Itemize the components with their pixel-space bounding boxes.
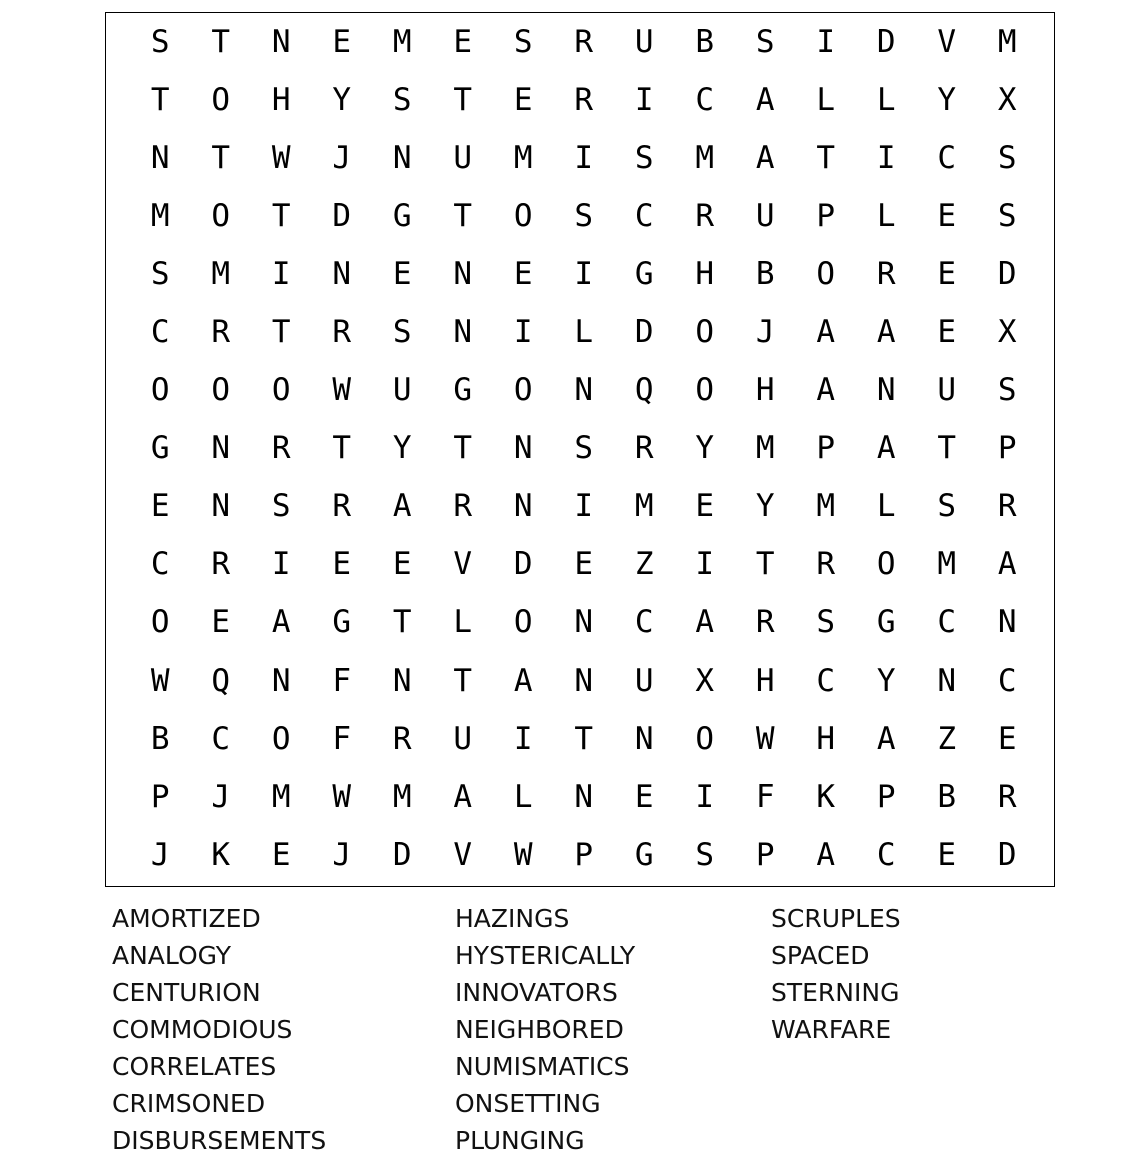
word-list-item: HYSTERICALLY [455, 941, 636, 970]
grid-cell[interactable]: G [453, 372, 473, 409]
grid-cell[interactable]: R [876, 255, 896, 292]
grid-cell[interactable]: C [816, 662, 836, 699]
grid-cell[interactable]: E [937, 836, 957, 873]
word-list-item: DISBURSEMENTS [112, 1126, 327, 1155]
grid-cell[interactable]: V [937, 23, 957, 60]
grid-cell[interactable]: R [392, 720, 412, 757]
grid-cell[interactable]: O [695, 372, 715, 409]
grid-cell[interactable]: V [453, 836, 473, 873]
grid-cell[interactable]: I [271, 546, 291, 583]
grid-cell[interactable]: A [876, 720, 896, 757]
grid-cell[interactable]: W [271, 139, 291, 176]
grid-cell[interactable]: D [332, 197, 352, 234]
grid-cell[interactable]: T [453, 197, 473, 234]
grid-cell[interactable]: J [211, 778, 231, 815]
grid-cell[interactable]: D [997, 836, 1017, 873]
grid-cell[interactable]: Y [695, 430, 715, 467]
grid-cell[interactable]: L [876, 488, 896, 525]
grid-cell[interactable]: R [453, 488, 473, 525]
grid-cell[interactable]: P [150, 778, 170, 815]
grid-cell[interactable]: N [211, 488, 231, 525]
grid-cell[interactable]: L [513, 778, 533, 815]
grid-cell[interactable]: H [271, 81, 291, 118]
grid-cell[interactable]: S [392, 81, 412, 118]
grid-cell[interactable]: N [513, 488, 533, 525]
grid-cell[interactable]: H [755, 372, 775, 409]
grid-cell[interactable]: N [513, 430, 533, 467]
grid-cell[interactable]: A [816, 836, 836, 873]
grid-cell[interactable]: B [150, 720, 170, 757]
grid-cell[interactable]: R [211, 314, 231, 351]
grid-cell[interactable]: R [332, 314, 352, 351]
grid-cell[interactable]: C [150, 546, 170, 583]
grid-cell[interactable]: Z [937, 720, 957, 757]
grid-cell[interactable]: H [695, 255, 715, 292]
grid-cell[interactable]: E [997, 720, 1017, 757]
grid-cell[interactable]: S [271, 488, 291, 525]
grid-cell[interactable]: D [876, 23, 896, 60]
grid-cell[interactable]: C [997, 662, 1017, 699]
word-list-item: PLUNGING [455, 1126, 585, 1155]
grid-cell[interactable]: S [755, 23, 775, 60]
grid-cell[interactable]: E [211, 604, 231, 641]
grid-cell[interactable]: T [271, 314, 291, 351]
grid-cell[interactable]: T [453, 662, 473, 699]
grid-cell[interactable]: E [332, 23, 352, 60]
grid-cell[interactable]: M [937, 546, 957, 583]
grid-cell[interactable]: S [392, 314, 412, 351]
grid-cell[interactable]: E [150, 488, 170, 525]
grid-cell[interactable]: A [816, 372, 836, 409]
grid-cell[interactable]: S [937, 488, 957, 525]
grid-cell[interactable]: I [695, 546, 715, 583]
grid-cell[interactable]: Y [876, 662, 896, 699]
grid-cell[interactable]: P [816, 197, 836, 234]
word-list-item: SPACED [771, 941, 870, 970]
grid-cell[interactable]: I [695, 778, 715, 815]
grid-cell[interactable]: E [574, 546, 594, 583]
grid-cell[interactable]: G [332, 604, 352, 641]
grid-cell[interactable]: Y [937, 81, 957, 118]
grid-cell[interactable]: M [392, 23, 412, 60]
grid-cell[interactable]: S [695, 836, 715, 873]
grid-cell[interactable]: O [695, 314, 715, 351]
grid-cell[interactable]: N [937, 662, 957, 699]
grid-cell[interactable]: U [634, 23, 654, 60]
grid-cell[interactable]: R [211, 546, 231, 583]
grid-cell[interactable]: B [937, 778, 957, 815]
grid-cell[interactable]: A [755, 81, 775, 118]
grid-cell[interactable]: N [453, 255, 473, 292]
grid-cell[interactable]: E [634, 778, 654, 815]
grid-cell[interactable]: O [271, 372, 291, 409]
grid-cell[interactable]: C [937, 604, 957, 641]
grid-cell[interactable]: O [513, 604, 533, 641]
grid-cell[interactable]: E [453, 23, 473, 60]
grid-cell[interactable]: O [150, 372, 170, 409]
grid-cell[interactable]: N [997, 604, 1017, 641]
grid-cell[interactable]: N [392, 662, 412, 699]
grid-cell[interactable]: P [876, 778, 896, 815]
grid-cell[interactable]: H [755, 662, 775, 699]
grid-cell[interactable]: U [392, 372, 412, 409]
grid-cell[interactable]: W [332, 778, 352, 815]
grid-cell[interactable]: P [574, 836, 594, 873]
grid-cell[interactable]: M [634, 488, 654, 525]
grid-cell[interactable]: T [211, 23, 231, 60]
grid-cell[interactable]: N [574, 662, 594, 699]
grid-cell[interactable]: J [332, 139, 352, 176]
word-list-item: HAZINGS [455, 904, 570, 933]
grid-cell[interactable]: Y [755, 488, 775, 525]
grid-cell[interactable]: I [574, 139, 594, 176]
grid-cell[interactable]: L [876, 197, 896, 234]
grid-cell[interactable]: O [271, 720, 291, 757]
grid-cell[interactable]: N [271, 23, 291, 60]
grid-cell[interactable]: T [392, 604, 412, 641]
grid-cell[interactable]: O [513, 372, 533, 409]
grid-cell[interactable]: T [574, 720, 594, 757]
word-list-item: AMORTIZED [112, 904, 261, 933]
grid-cell[interactable]: M [211, 255, 231, 292]
grid-cell[interactable]: E [392, 255, 412, 292]
grid-cell[interactable]: S [997, 372, 1017, 409]
grid-cell[interactable]: N [574, 778, 594, 815]
grid-cell[interactable]: M [755, 430, 775, 467]
grid-cell[interactable]: Q [211, 662, 231, 699]
grid-cell[interactable]: N [392, 139, 412, 176]
grid-cell[interactable]: M [271, 778, 291, 815]
grid-cell[interactable]: A [755, 139, 775, 176]
grid-cell[interactable]: O [816, 255, 836, 292]
grid-cell[interactable]: G [150, 430, 170, 467]
grid-cell[interactable]: P [755, 836, 775, 873]
grid-cell[interactable]: A [816, 314, 836, 351]
grid-cell[interactable]: N [574, 372, 594, 409]
grid-cell[interactable]: Y [332, 81, 352, 118]
grid-cell[interactable]: E [513, 81, 533, 118]
grid-cell[interactable]: I [574, 255, 594, 292]
grid-cell[interactable]: T [211, 139, 231, 176]
grid-cell[interactable]: S [574, 197, 594, 234]
grid-cell[interactable]: X [695, 662, 715, 699]
grid-cell[interactable]: O [876, 546, 896, 583]
word-list-item: NUMISMATICS [455, 1052, 630, 1081]
grid-cell[interactable]: R [755, 604, 775, 641]
grid-cell[interactable]: U [634, 662, 654, 699]
grid-cell[interactable]: A [271, 604, 291, 641]
grid-cell[interactable]: S [150, 23, 170, 60]
grid-cell[interactable]: C [695, 81, 715, 118]
grid-cell[interactable]: W [332, 372, 352, 409]
grid-cell[interactable]: S [816, 604, 836, 641]
grid-cell[interactable]: N [271, 662, 291, 699]
grid-cell[interactable]: F [332, 662, 352, 699]
grid-cell[interactable]: S [574, 430, 594, 467]
grid-cell[interactable]: M [150, 197, 170, 234]
grid-cell[interactable]: G [634, 836, 654, 873]
grid-cell[interactable]: O [211, 197, 231, 234]
grid-cell[interactable]: R [816, 546, 836, 583]
grid-cell[interactable]: N [876, 372, 896, 409]
grid-cell[interactable]: Y [392, 430, 412, 467]
grid-cell[interactable]: B [755, 255, 775, 292]
grid-cell[interactable]: L [816, 81, 836, 118]
word-list-item: STERNING [771, 978, 900, 1007]
grid-cell[interactable]: I [634, 81, 654, 118]
grid-cell[interactable]: G [392, 197, 412, 234]
grid-cell[interactable]: S [513, 23, 533, 60]
word-column-2 [455, 900, 635, 1159]
grid-cell[interactable]: O [211, 372, 231, 409]
word-list-item: INNOVATORS [455, 978, 618, 1007]
grid-cell[interactable]: R [332, 488, 352, 525]
grid-cell[interactable]: S [997, 197, 1017, 234]
grid-cell[interactable]: T [271, 197, 291, 234]
grid-cell[interactable]: A [513, 662, 533, 699]
grid-cell[interactable]: L [453, 604, 473, 641]
grid-cell[interactable]: E [513, 255, 533, 292]
grid-cell[interactable]: D [392, 836, 412, 873]
grid-cell[interactable]: N [211, 430, 231, 467]
grid-cell[interactable]: V [453, 546, 473, 583]
grid-cell[interactable]: K [211, 836, 231, 873]
grid-cell[interactable]: R [271, 430, 291, 467]
grid-cell[interactable]: C [634, 197, 654, 234]
grid-cell[interactable]: R [634, 430, 654, 467]
grid-cell[interactable]: J [755, 314, 775, 351]
grid-cell[interactable]: E [392, 546, 412, 583]
grid-cell[interactable]: B [695, 23, 715, 60]
grid-cell[interactable]: C [150, 314, 170, 351]
grid-cell[interactable]: I [876, 139, 896, 176]
grid-cell[interactable]: T [453, 430, 473, 467]
grid-cell[interactable]: C [211, 720, 231, 757]
grid-cell[interactable]: U [453, 720, 473, 757]
grid-cell[interactable]: C [876, 836, 896, 873]
grid-cell[interactable]: F [332, 720, 352, 757]
grid-cell[interactable]: H [816, 720, 836, 757]
word-list-item: SCRUPLES [771, 904, 901, 933]
grid-cell[interactable]: U [937, 372, 957, 409]
word-list-item: COMMODIOUS [112, 1015, 293, 1044]
grid-cell[interactable]: P [816, 430, 836, 467]
letter-grid [130, 13, 1038, 884]
grid-cell[interactable]: W [513, 836, 533, 873]
grid-cell[interactable]: T [453, 81, 473, 118]
grid-cell[interactable]: T [332, 430, 352, 467]
grid-cell[interactable]: R [997, 488, 1017, 525]
grid-cell[interactable]: M [392, 778, 412, 815]
grid-cell[interactable]: F [755, 778, 775, 815]
grid-cell[interactable]: E [937, 255, 957, 292]
word-list-item: CORRELATES [112, 1052, 277, 1081]
grid-cell[interactable]: L [876, 81, 896, 118]
grid-cell[interactable]: P [997, 430, 1017, 467]
grid-cell[interactable]: D [634, 314, 654, 351]
grid-cell[interactable]: C [634, 604, 654, 641]
grid-cell[interactable]: D [513, 546, 533, 583]
grid-cell[interactable]: T [937, 430, 957, 467]
grid-cell[interactable]: E [332, 546, 352, 583]
grid-cell[interactable]: R [997, 778, 1017, 815]
grid-cell[interactable]: S [997, 139, 1017, 176]
grid-cell[interactable]: L [574, 314, 594, 351]
grid-cell[interactable]: A [876, 430, 896, 467]
grid-cell[interactable]: I [513, 720, 533, 757]
grid-cell[interactable]: N [574, 604, 594, 641]
word-list-item: CENTURION [112, 978, 261, 1007]
grid-cell[interactable]: K [816, 778, 836, 815]
grid-cell[interactable]: Z [634, 546, 654, 583]
word-list-item: ANALOGY [112, 941, 232, 970]
grid-cell[interactable]: G [876, 604, 896, 641]
grid-cell[interactable]: J [332, 836, 352, 873]
word-list-item: CRIMSONED [112, 1089, 266, 1118]
grid-cell[interactable]: M [816, 488, 836, 525]
grid-cell[interactable]: X [997, 81, 1017, 118]
grid-cell[interactable]: N [150, 139, 170, 176]
grid-cell[interactable]: I [513, 314, 533, 351]
grid-cell[interactable]: T [755, 546, 775, 583]
grid-cell[interactable]: A [997, 546, 1017, 583]
grid-cell[interactable]: N [332, 255, 352, 292]
grid-cell[interactable]: I [574, 488, 594, 525]
grid-cell[interactable]: I [816, 23, 836, 60]
word-list-item: WARFARE [771, 1015, 892, 1044]
grid-cell[interactable]: E [937, 314, 957, 351]
grid-cell[interactable]: A [695, 604, 715, 641]
grid-cell[interactable]: E [937, 197, 957, 234]
grid-cell[interactable]: N [634, 720, 654, 757]
grid-cell[interactable]: J [150, 836, 170, 873]
word-column-3 [771, 900, 901, 1048]
grid-cell[interactable]: O [150, 604, 170, 641]
grid-cell[interactable]: W [755, 720, 775, 757]
grid-cell[interactable]: A [392, 488, 412, 525]
grid-cell[interactable]: E [271, 836, 291, 873]
grid-cell[interactable]: A [876, 314, 896, 351]
grid-cell[interactable]: W [150, 662, 170, 699]
grid-cell[interactable]: T [816, 139, 836, 176]
grid-cell[interactable]: O [211, 81, 231, 118]
word-column-1 [112, 900, 326, 1159]
grid-cell[interactable]: O [695, 720, 715, 757]
grid-cell[interactable]: S [634, 139, 654, 176]
grid-cell[interactable]: U [755, 197, 775, 234]
grid-cell[interactable]: T [150, 81, 170, 118]
grid-cell[interactable]: M [513, 139, 533, 176]
grid-cell[interactable]: X [997, 314, 1017, 351]
grid-cell[interactable]: G [634, 255, 654, 292]
grid-cell[interactable]: C [937, 139, 957, 176]
grid-cell[interactable]: M [997, 23, 1017, 60]
grid-cell[interactable]: I [271, 255, 291, 292]
word-list-item: ONSETTING [455, 1089, 601, 1118]
grid-cell[interactable]: M [695, 139, 715, 176]
grid-cell[interactable]: R [574, 81, 594, 118]
grid-cell[interactable]: R [574, 23, 594, 60]
grid-cell[interactable]: A [453, 778, 473, 815]
grid-cell[interactable]: Q [634, 372, 654, 409]
grid-cell[interactable]: R [695, 197, 715, 234]
grid-cell[interactable]: U [453, 139, 473, 176]
grid-cell[interactable]: E [695, 488, 715, 525]
grid-cell[interactable]: S [150, 255, 170, 292]
grid-cell[interactable]: N [453, 314, 473, 351]
word-list-item: NEIGHBORED [455, 1015, 624, 1044]
grid-cell[interactable]: D [997, 255, 1017, 292]
grid-cell[interactable]: O [513, 197, 533, 234]
